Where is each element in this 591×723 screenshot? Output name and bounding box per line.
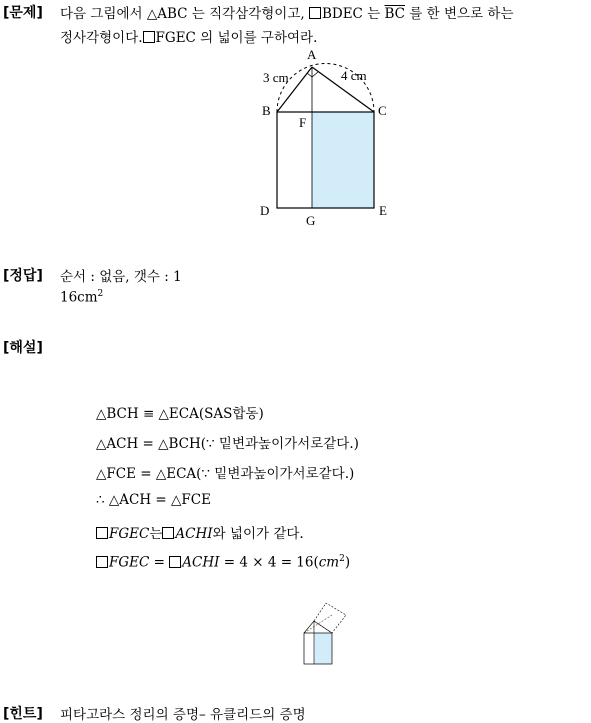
problem-text-part: 정사각형이다. [60,30,143,46]
fgec-region [312,112,374,208]
unit-exponent: 2 [339,554,345,564]
label-a: A [307,47,317,62]
problem-text-part: 를 한 변으로 하는 [405,6,514,22]
answer-tag: [정답] [3,268,43,284]
label-ac-length: 4 cm [341,68,367,83]
explanation-fill-region [314,633,332,664]
label-d: D [260,203,270,218]
explanation-line-2: △ACH = △BCH(∵ 밑변과높이가서로같다.) [96,436,359,452]
answer-value [60,289,103,306]
label-e: E [379,203,387,218]
explanation-text-part: ) [344,554,351,571]
explanation-text-part: 와 넓이가 같다. [212,526,304,542]
problem-text-part: 다음 그림에서 △ABC 는 직각삼각형이고, [60,6,309,22]
unit-text: cm [318,554,340,571]
square-symbol-icon [143,31,155,43]
explanation-text-part: 는 [149,526,163,542]
fgec-text: FGEC [109,554,150,571]
explanation-line-4: ∴ △ACH = △FCE [96,492,211,508]
answer-exponent: 2 [97,289,104,299]
right-angle-mark [307,72,318,77]
square-symbol-icon [169,556,181,568]
label-ab-length: 3 cm [263,70,289,85]
problem-tag: [문제] [3,5,43,21]
explanation-text-part: = [149,554,170,571]
problem-line-2 [60,26,317,46]
problem-figure [255,45,405,230]
explanation-tag: [해설] [3,340,43,356]
explanation-figure [296,598,358,670]
square-symbol-icon [162,527,174,539]
square-symbol-icon [96,527,108,539]
achi-text: ACHI [182,554,220,571]
hint-tag: [힌트] [3,706,43,722]
explanation-line-6 [96,554,350,571]
explanation-line-5 [96,522,304,542]
problem-text-part: FGEC 의 넓이를 구하여라. [155,30,318,46]
explanation-leg [304,621,314,633]
explanation-text-part: = 4 × 4 = 16( [219,554,319,571]
label-c: C [378,103,387,118]
segment-bc: $\overline{BC}$ [384,6,406,22]
answer-order: 순서 : 없음, 갯수 : 1 [60,269,182,285]
hint-text: 피타고라스 정리의 증명– 유클리드의 증명 [60,707,306,723]
problem-text-part: BDEC 는 [321,6,385,22]
explanation-line-1: △BCH ≡ △ECA(SAS합동) [96,406,264,422]
achi-text: ACHI [175,526,213,542]
square-symbol-icon [309,7,321,19]
fgec-text: FGEC [109,526,150,542]
explanation-leg [314,621,332,633]
label-b: B [262,103,271,118]
square-symbol-icon [96,556,108,568]
explanation-triangle-square [314,603,346,633]
problem-line-1 [60,2,513,22]
explanation-line-3: △FCE = △ECA(∵ 밑변과높이가서로같다.) [96,466,355,482]
label-f: F [299,115,307,130]
label-g: G [306,213,316,228]
answer-number: 16cm [60,289,98,306]
